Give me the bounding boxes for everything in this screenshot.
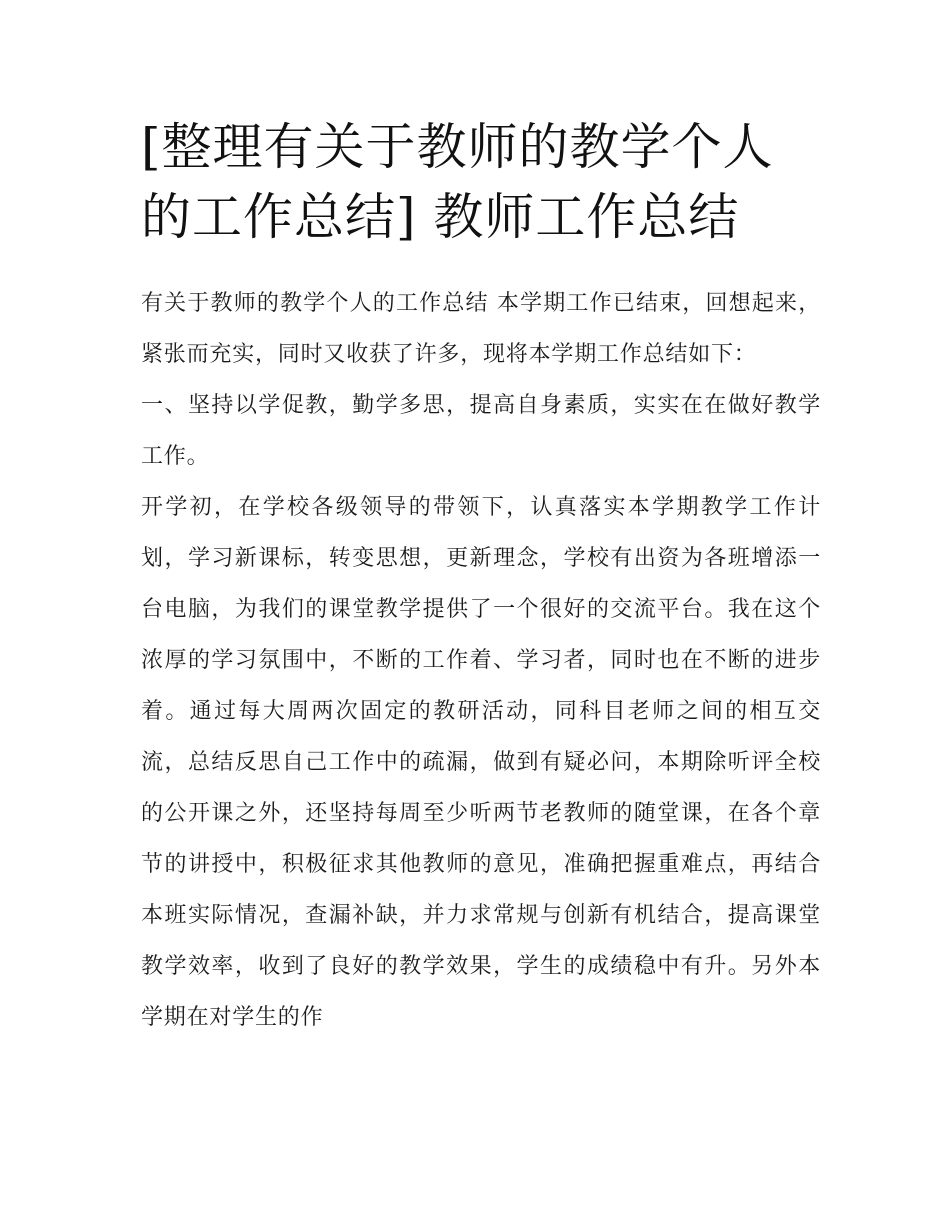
paragraph-section-one-heading: 一、坚持以学促教，勤学多思，提高自身素质，实实在在做好教学工作。 (141, 393, 821, 469)
document-body (141, 278, 821, 1043)
document-title: [整理有关于教师的教学个人的工作总结] 教师工作总结 (141, 118, 774, 246)
document-page (141, 112, 821, 1043)
paragraph-intro: 有关于教师的教学个人的工作总结 本学期工作已结束，回想起来，紧张而充实，同时又收获了许多，现将本学期工作总结如下： (141, 291, 821, 367)
paragraph-section-one-body: 开学初，在学校各级领导的带领下，认真落实本学期教学工作计划，学习新课标，转变思想，更新理念，学校有出资为各班增添一台电脑，为我们的课堂教学提供了一个很好的交流平台。我在这个浓厚的学习氛围中，不断的工作着、学习者，同时也在不断的进步着。通过每大周两次固定的教研活动，同科目老师之间的相互交流，总结反思自己工作中的疏漏，做到有疑必问，本期除听评全校的公开课之外，还坚持每周至少听两节老教师的随堂课，在各个章节的讲授中，积极征求其他教师的意见，准确把握重难点，再结合本班实际情况，查漏补缺，并力求常规与创新有机结合，提高课堂教学效率，收到了良好的教学效果，学生的成绩稳中有升。另外本学期在对学生的作 (141, 495, 821, 1030)
